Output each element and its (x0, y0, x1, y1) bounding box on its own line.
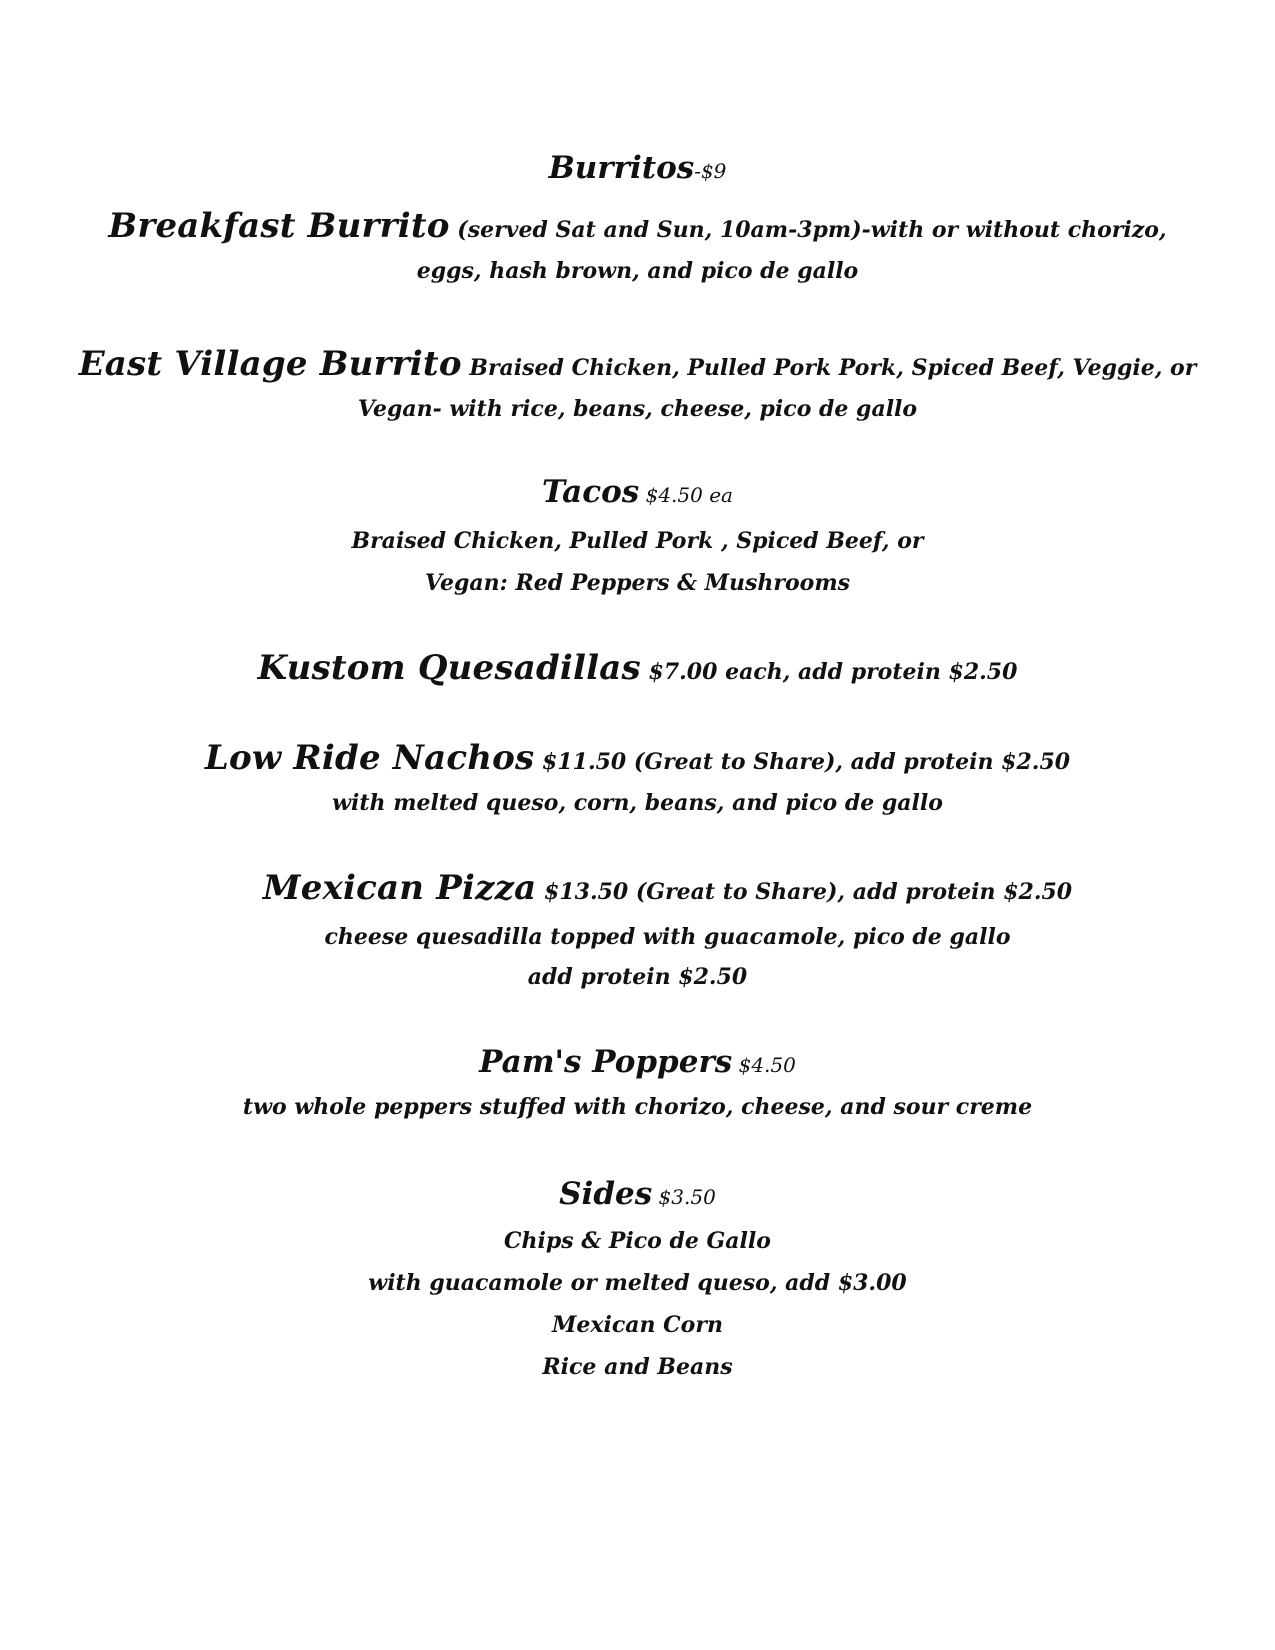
east-village-burrito-name: East Village Burrito (78, 344, 462, 384)
poppers-line1: two whole peppers stuffed with chorizo, cheese, and sour creme (242, 1094, 1033, 1120)
pizza-heading-line (0, 868, 1275, 908)
pizza-line1: cheese quesadilla topped with guacamole, pico de gallo (324, 924, 1011, 950)
breakfast-burrito-desc: (served Sat and Sun, 10am-3pm)-with or without chorizo, (449, 217, 1167, 243)
burritos-heading-line (0, 150, 1275, 186)
breakfast-burrito-desc-line2: eggs, hash brown, and pico de gallo (416, 258, 859, 284)
poppers-heading: Pam's Poppers (479, 1044, 733, 1080)
east-village-burrito-desc: Braised Chicken, Pulled Pork Pork, Spiced Beef, Veggie, or (461, 355, 1197, 381)
sides-heading-line (0, 1176, 1275, 1212)
tacos-heading-line (0, 474, 1275, 510)
breakfast-burrito-line (0, 206, 1275, 246)
nachos-line1: with melted queso, corn, beans, and pico de gallo (332, 790, 943, 816)
pizza-heading: Mexican Pizza (262, 868, 537, 908)
nachos-heading-line (0, 738, 1275, 778)
burritos-price: -$9 (694, 159, 727, 183)
pizza-line2: add protein $2.50 (527, 964, 748, 990)
sides-item: Mexican Corn (552, 1312, 723, 1338)
sides-item: with guacamole or melted queso, add $3.00 (368, 1270, 907, 1296)
east-village-burrito-desc-line2: Vegan- with rice, beans, cheese, pico de gallo (357, 396, 918, 422)
tacos-line2: Vegan: Red Peppers & Mushrooms (425, 570, 850, 596)
nachos-heading: Low Ride Nachos (204, 738, 535, 778)
tacos-heading: Tacos (542, 474, 640, 510)
poppers-heading-line (0, 1044, 1275, 1080)
east-village-burrito-line (0, 344, 1275, 384)
quesadillas-price: $7.00 each, add protein $2.50 (640, 659, 1018, 685)
sides-item: Rice and Beans (542, 1354, 733, 1380)
sides-price: $3.50 (652, 1185, 716, 1209)
tacos-price: $4.50 ea (639, 483, 733, 507)
poppers-price: $4.50 (732, 1053, 796, 1077)
nachos-price: $11.50 (Great to Share), add protein $2.50 (534, 749, 1071, 775)
pizza-price: $13.50 (Great to Share), add protein $2.50 (536, 879, 1073, 905)
quesadillas-line (0, 648, 1275, 688)
quesadillas-heading: Kustom Quesadillas (257, 648, 641, 688)
sides-item: Chips & Pico de Gallo (504, 1228, 771, 1254)
sides-heading: Sides (559, 1176, 653, 1212)
tacos-line1: Braised Chicken, Pulled Pork , Spiced Beef, or (351, 528, 924, 554)
burritos-heading: Burritos (548, 150, 695, 186)
breakfast-burrito-name: Breakfast Burrito (108, 206, 450, 246)
